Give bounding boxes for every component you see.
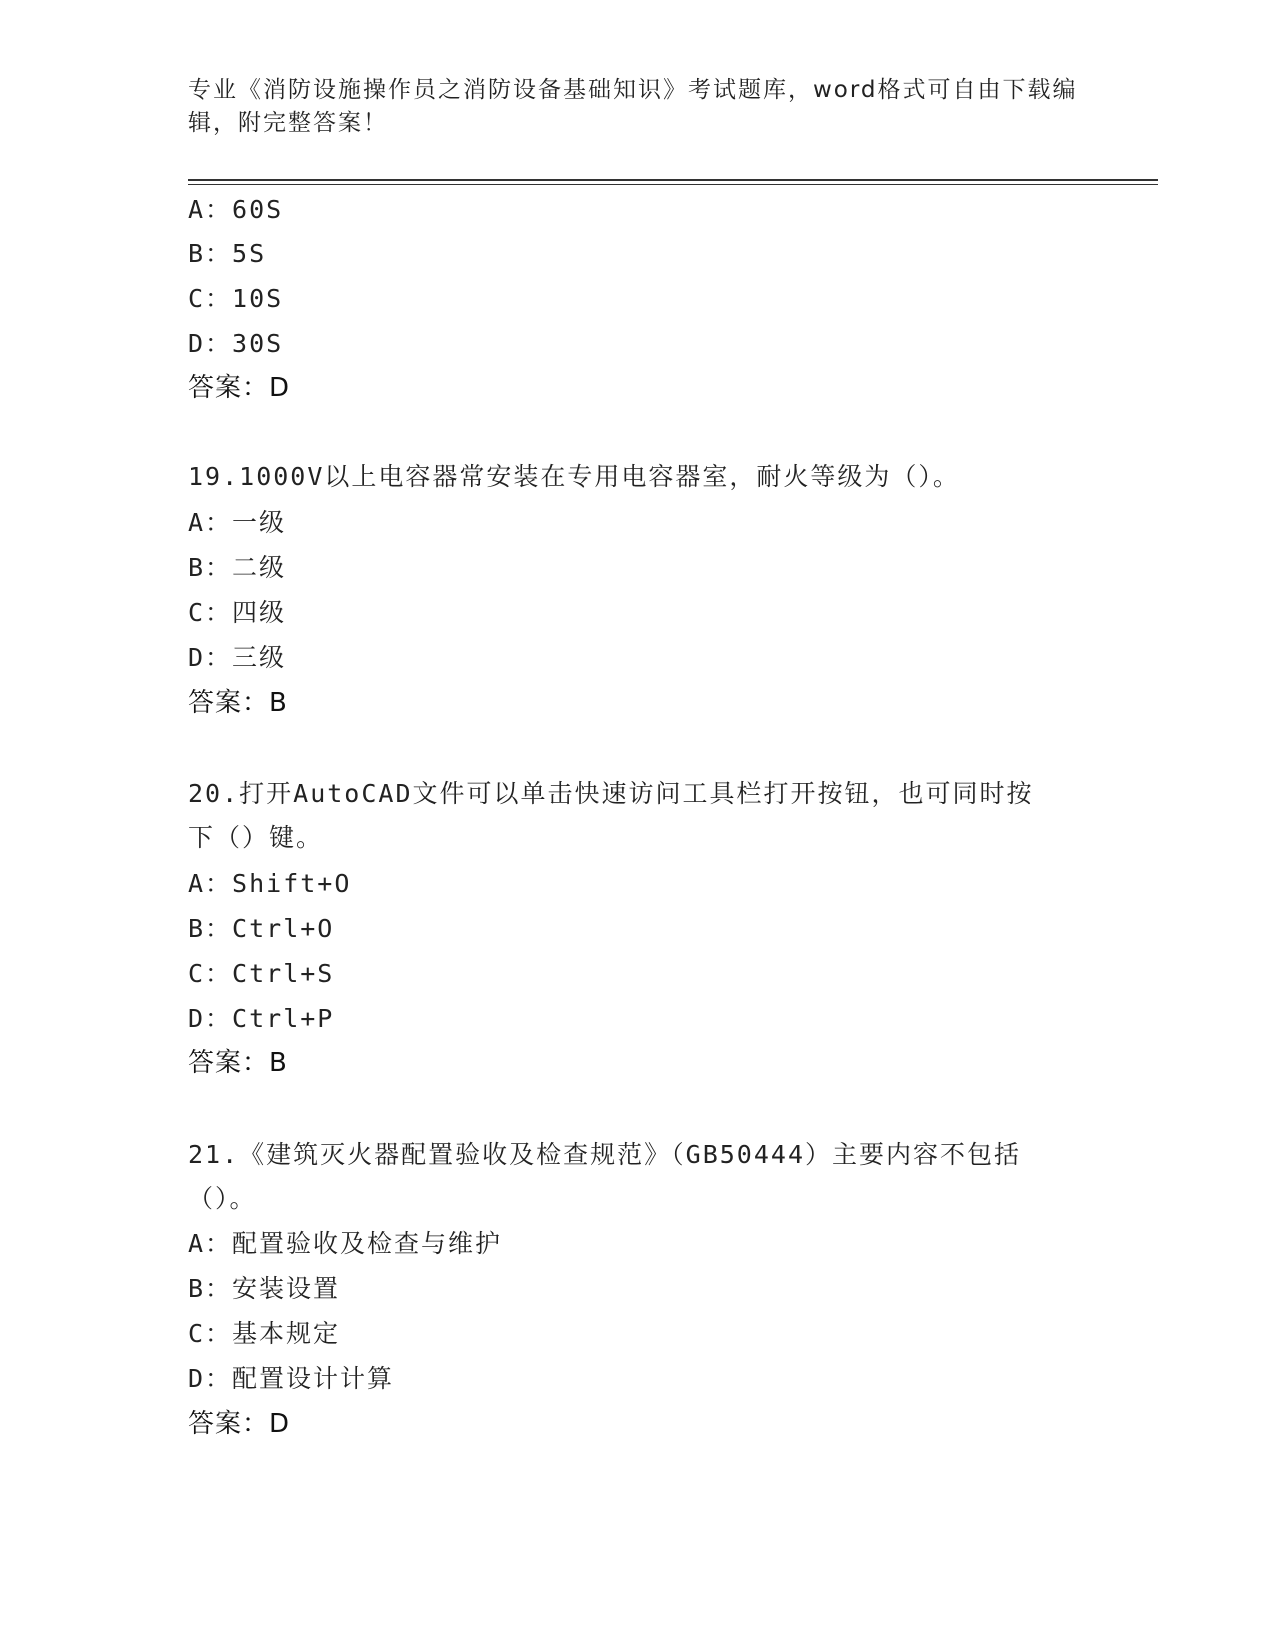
q21-answer: 答案：D xyxy=(188,1409,291,1439)
q19-option-d: D：三级 xyxy=(188,643,287,672)
q21-option-d: D：配置设计计算 xyxy=(188,1364,395,1393)
q20-option-d: D：Ctrl+P xyxy=(188,1004,335,1033)
q20-option-a: A：Shift+O xyxy=(188,869,352,898)
q21-option-c: C：基本规定 xyxy=(188,1319,341,1348)
document-header: 专业《消防设施操作员之消防设备基础知识》考试题库，word格式可自由下载编辑，附完整答案！ xyxy=(188,77,1078,136)
q20-stem-line2: 下（）键。 xyxy=(188,823,324,852)
prev-option-a: A：60S xyxy=(188,195,284,224)
q20-stem-line1: 20.打开AutoCAD文件可以单击快速访问工具栏打开按钮，也可同时按 xyxy=(188,779,1034,808)
header-divider-thick xyxy=(188,179,1158,181)
prev-option-b: B：5S xyxy=(188,239,267,268)
q21-stem-line1: 21.《建筑灭火器配置验收及检查规范》（GB50444）主要内容不包括 xyxy=(188,1140,1022,1169)
q20-option-c: C：Ctrl+S xyxy=(188,959,335,988)
q19-stem: 19.1000V以上电容器常安装在专用电容器室，耐火等级为（）。 xyxy=(188,462,960,491)
prev-answer: 答案：D xyxy=(188,373,291,403)
q21-stem-line2: （）。 xyxy=(188,1184,257,1213)
header-divider-thin xyxy=(188,184,1158,185)
q20-answer: 答案：B xyxy=(188,1048,288,1078)
q19-answer: 答案：B xyxy=(188,688,288,718)
prev-option-c: C：10S xyxy=(188,284,284,313)
q20-option-b: B：Ctrl+O xyxy=(188,914,335,943)
prev-option-d: D：30S xyxy=(188,329,284,358)
q21-option-b: B：安装设置 xyxy=(188,1274,341,1303)
q19-option-c: C：四级 xyxy=(188,598,287,627)
q21-option-a: A：配置验收及检查与维护 xyxy=(188,1229,503,1258)
q19-option-b: B：二级 xyxy=(188,553,287,582)
q19-option-a: A：一级 xyxy=(188,508,287,537)
